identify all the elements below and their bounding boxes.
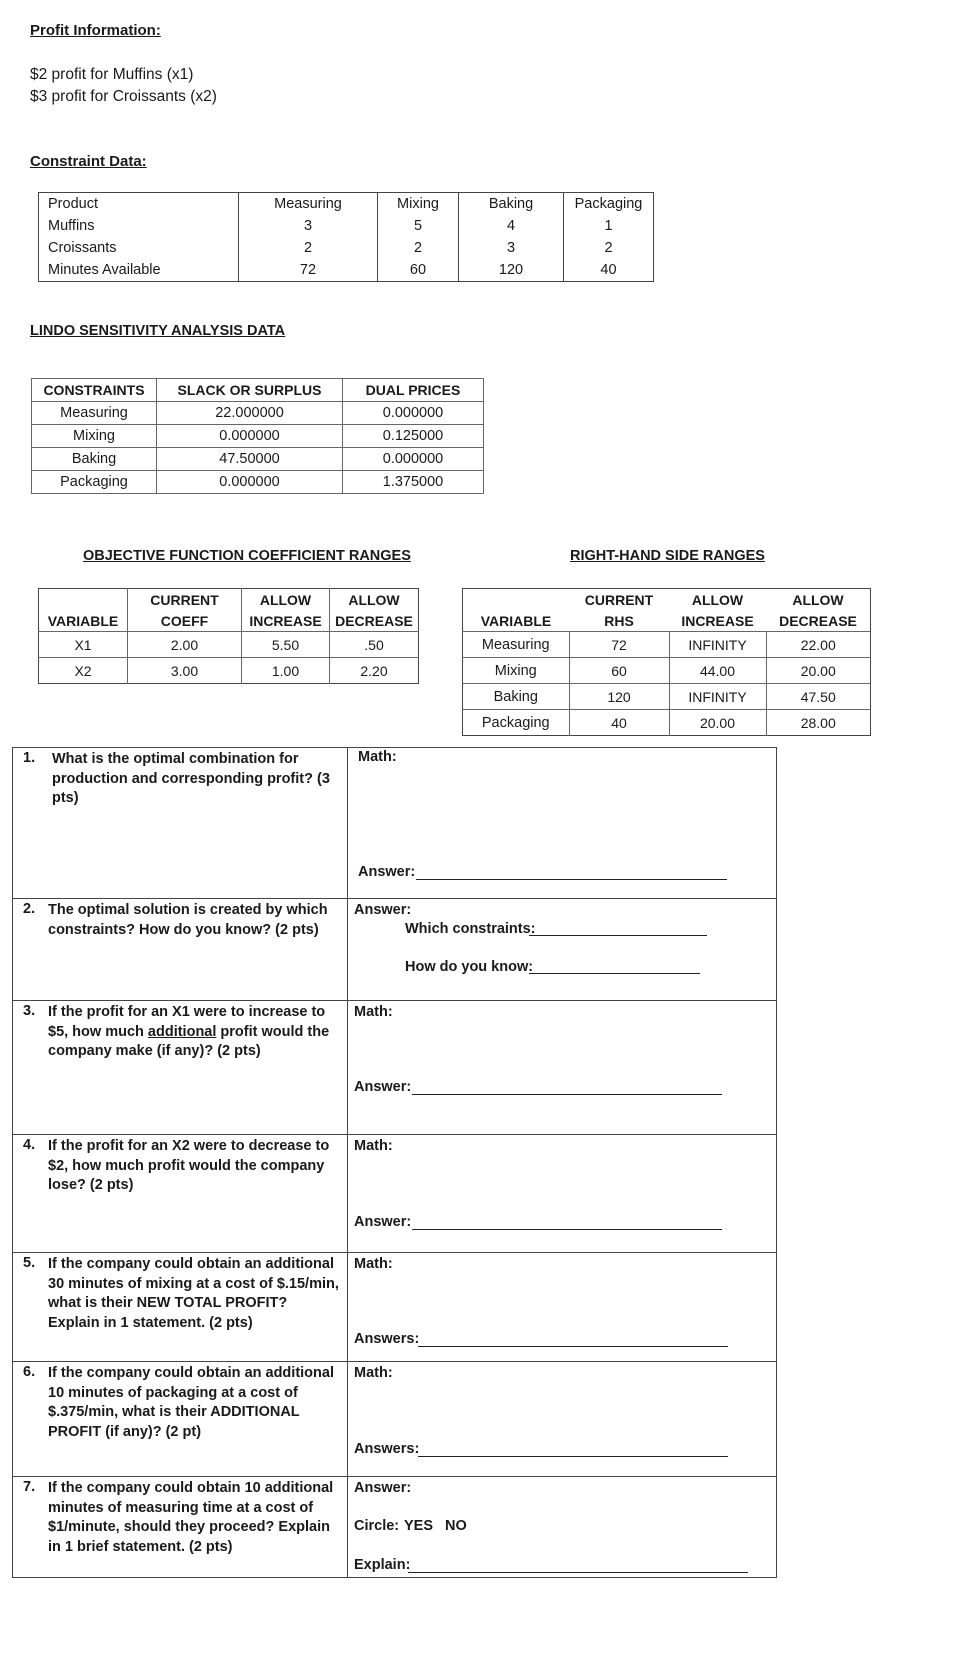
profit-line-croissants: $3 profit for Croissants (x2) [30,88,217,105]
answer-cell [348,1253,777,1362]
table-cell: 3 [239,215,378,237]
table-cell: 22.000000 [157,402,343,425]
question-cell [13,1001,348,1135]
table-row [463,610,871,632]
question-cell [13,1135,348,1253]
yes-option[interactable]: YES [404,1518,434,1534]
table-row [39,215,654,237]
table-row [463,632,871,658]
table-cell: Mixing [32,425,157,448]
constraint-table [38,192,654,282]
table-cell: 2 [239,237,378,259]
table-row [32,402,484,425]
question-text: If the company could obtain an additional 30 minutes of mixing at a cost of $.15/min, what is their NEW TOTAL PROFIT? Explain in 1 statement. (2 pts) [48,1256,339,1331]
table-cell: DUAL PRICES [343,379,484,402]
table-cell: Product [39,193,239,216]
question-number: 2. [23,901,36,917]
table-cell: 5.50 [242,632,330,658]
answer-blank[interactable] [418,1442,728,1457]
question-row-7 [13,1477,777,1578]
which-constraints-label: Which constraints: [405,921,536,937]
table-cell: 44.00 [669,658,766,684]
table-cell: 0.000000 [157,471,343,494]
table-cell: CONSTRAINTS [32,379,157,402]
questions-table [12,747,777,1578]
answer-blank[interactable] [412,1080,722,1095]
table-cell: ALLOW [691,591,744,608]
answer-label: Answer: [354,1480,412,1496]
answer-cell [348,899,777,1001]
question-number: 1. [23,750,36,766]
question-cell [13,748,348,899]
table-row [32,448,484,471]
table-cell [39,589,128,611]
table-cell: 3 [459,237,564,259]
table-cell: 47.50000 [157,448,343,471]
question-row-2 [13,899,777,1001]
question-number: 3. [23,1003,36,1019]
table-cell: X2 [39,658,128,684]
question-number: 7. [23,1479,36,1495]
table-row [39,658,419,684]
which-constraints-blank[interactable] [529,921,707,936]
table-cell: Mixing [463,658,570,684]
table-cell: 1.375000 [343,471,484,494]
question-cell [13,1477,348,1578]
table-cell: 22.00 [766,632,871,658]
table-cell: Packaging [463,710,570,736]
table-cell [463,589,570,611]
question-text: The optimal solution is created by which constraints? How do you know? (2 pts) [48,902,328,938]
no-option[interactable]: NO [445,1518,467,1534]
answer-blank[interactable] [416,865,727,880]
profit-heading: Profit Information: [30,22,161,39]
table-row [32,425,484,448]
table-cell: Measuring [463,632,570,658]
table-cell: 0.000000 [343,448,484,471]
question-text-part: If the profit for an X1 were to increase to $5, how much [48,1004,326,1040]
table-cell: VARIABLE [480,612,552,629]
table-cell: DECREASE [779,612,857,629]
math-label: Math: [354,1138,393,1154]
table-cell: 5 [378,215,459,237]
question-text: If the company could obtain an additional 10 minutes of packaging at a cost of $.375/min, what is their ADDITIONAL PROFIT (if any)? (2 pt) [48,1365,334,1440]
question-text-emphasis: additional [147,1023,217,1040]
table-cell: Mixing [378,193,459,216]
table-cell: 60 [378,259,459,282]
table-cell: 72 [569,632,669,658]
lindo-table [31,378,484,494]
table-cell: VARIABLE [47,612,119,629]
table-cell: 0.000000 [157,425,343,448]
question-number: 6. [23,1364,36,1380]
table-row [32,379,484,402]
table-cell: INFINITY [669,684,766,710]
table-cell: Croissants [39,237,239,259]
table-row [463,589,871,611]
table-cell: 2 [564,237,654,259]
question-row-1 [13,748,777,899]
table-cell: Muffins [39,215,239,237]
table-cell: 0.125000 [343,425,484,448]
table-row [39,193,654,216]
table-row [39,610,419,632]
table-cell: 4 [459,215,564,237]
objective-table [38,588,419,684]
question-number: 5. [23,1255,36,1271]
objective-heading: OBJECTIVE FUNCTION COEFFICIENT RANGES [83,548,411,564]
table-row [463,684,871,710]
math-label: Math: [354,1365,393,1381]
math-label: Math: [358,749,397,765]
table-row [39,259,654,282]
table-cell: 120 [569,684,669,710]
explain-blank[interactable] [408,1558,748,1573]
table-cell: INCREASE [242,610,330,632]
table-cell: X1 [39,632,128,658]
table-row [39,632,419,658]
circle-label: Circle: [354,1518,400,1534]
question-text: If the company could obtain 10 additional minutes of measuring time at a cost of $1/minute, should they proceed? Explain in 1 brief statement. (2 pts) [48,1480,334,1555]
table-cell: 3.00 [128,658,242,684]
rhs-heading: RIGHT-HAND SIDE RANGES [570,548,765,564]
table-cell: Measuring [32,402,157,425]
table-cell: 2.20 [330,658,419,684]
answer-label: Answers: [354,1441,420,1457]
question-text: What is the optimal combination for production and corresponding profit? (3 pts) [52,751,330,806]
table-cell: 60 [569,658,669,684]
table-cell: ALLOW [792,591,844,608]
math-label: Math: [354,1256,393,1272]
answer-cell [348,748,777,899]
constraint-heading: Constraint Data: [30,153,147,170]
answer-cell [348,1001,777,1135]
table-cell: Measuring [239,193,378,216]
how-do-you-know-blank[interactable] [529,959,700,974]
question-cell [13,1253,348,1362]
table-cell: INCREASE [681,612,754,629]
answer-cell [348,1135,777,1253]
table-cell: SLACK OR SURPLUS [157,379,343,402]
table-cell: Packaging [32,471,157,494]
how-do-you-know-label: How do you know: [405,959,534,975]
table-cell: Baking [32,448,157,471]
table-cell: 72 [239,259,378,282]
table-cell: CURRENT [584,591,654,608]
table-cell: COEFF [128,610,242,632]
table-row [463,658,871,684]
question-text [48,1003,341,1062]
table-cell: 20.00 [766,658,871,684]
explain-label: Explain: [354,1557,411,1573]
table-cell: 28.00 [766,710,871,736]
question-cell [13,1362,348,1477]
answer-label: Answer: [354,1214,412,1230]
question-cell [13,899,348,1001]
table-cell: Baking [459,193,564,216]
question-row-5 [13,1253,777,1362]
lindo-heading: LINDO SENSITIVITY ANALYSIS DATA [30,323,286,339]
answer-cell [348,1362,777,1477]
answer-blank[interactable] [418,1332,728,1347]
question-row-4 [13,1135,777,1253]
answer-blank[interactable] [412,1215,722,1230]
table-cell: 1 [564,215,654,237]
table-row [463,710,871,736]
table-cell: RHS [604,612,634,629]
question-text: If the profit for an X2 were to decrease to $2, how much profit would the company lose? (2 pts) [48,1138,330,1193]
table-cell: 0.000000 [343,402,484,425]
table-cell: 47.50 [766,684,871,710]
table-cell: Baking [463,684,570,710]
answer-label: Answer: [354,1079,412,1095]
table-cell: DECREASE [330,610,419,632]
answer-cell [348,1477,777,1578]
table-row [39,589,419,611]
answer-label: Answer: [354,902,412,918]
table-cell: 20.00 [669,710,766,736]
table-cell: 120 [459,259,564,282]
table-cell: ALLOW [330,589,419,611]
rhs-table [462,588,871,736]
table-cell: Packaging [564,193,654,216]
question-row-3 [13,1001,777,1135]
table-cell: 2.00 [128,632,242,658]
table-cell: 2 [378,237,459,259]
table-cell: 40 [569,710,669,736]
question-text-part: profit would the company make (if any)? (2 pts) [48,1023,330,1059]
table-row [32,471,484,494]
math-label: Math: [354,1004,393,1020]
answer-label: Answers: [354,1331,420,1347]
table-cell: Minutes Available [39,259,239,282]
table-cell: CURRENT [128,589,242,611]
table-cell: 40 [564,259,654,282]
table-cell: ALLOW [242,589,330,611]
profit-line-muffins: $2 profit for Muffins (x1) [30,66,194,83]
table-cell: .50 [330,632,419,658]
question-row-6 [13,1362,777,1477]
table-cell: 1.00 [242,658,330,684]
table-cell: INFINITY [669,632,766,658]
question-number: 4. [23,1137,36,1153]
answer-label: Answer: [358,864,416,880]
table-row [39,237,654,259]
